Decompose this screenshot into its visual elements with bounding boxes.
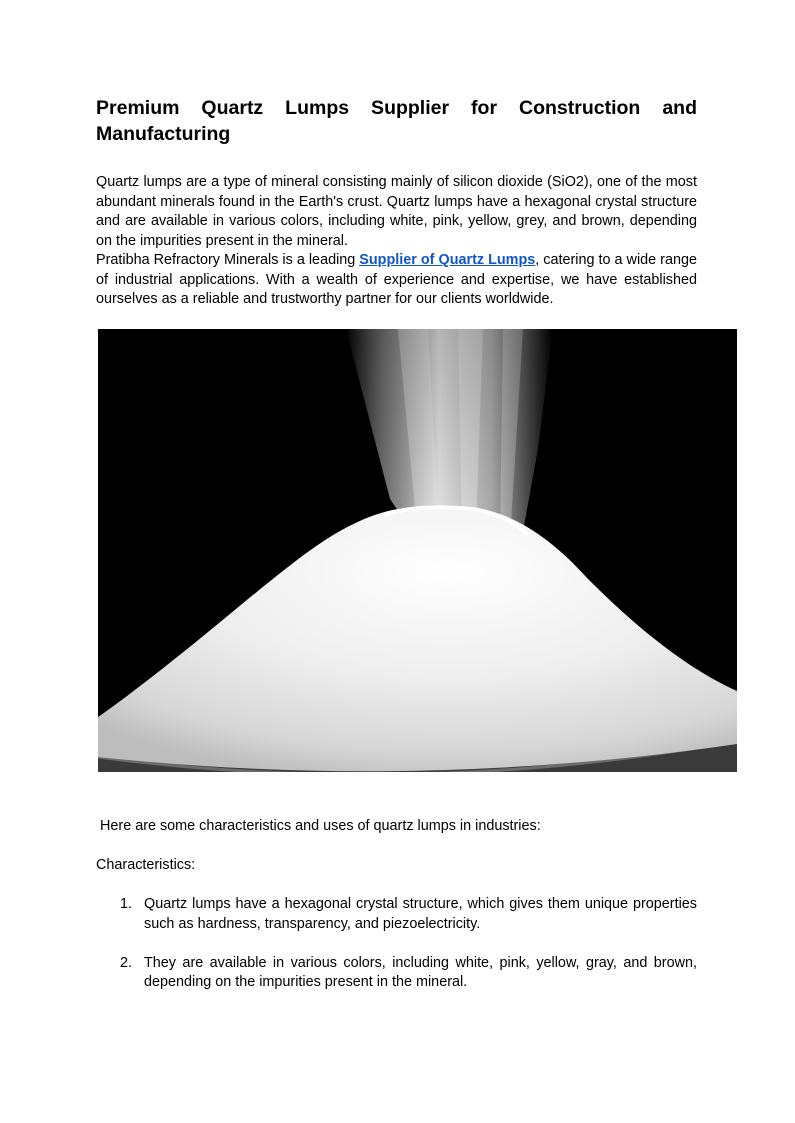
supplier-paragraph [96, 251, 697, 310]
list-item-number: 1. [120, 896, 133, 912]
list-item-number: 2. [120, 954, 133, 971]
list-item [96, 954, 697, 993]
supplier-link[interactable]: Supplier of Quartz Lumps [359, 252, 536, 268]
list-item [96, 895, 697, 934]
supplier-paragraph-start: Pratibha Refractory Minerals is a leading [96, 252, 360, 268]
document-body [96, 95, 697, 310]
list-item-text: Quartz lumps have a hexagonal crystal structure, which gives them unique properties such as hardness, transparency, and piezoelectricity. [144, 896, 697, 932]
characteristics-intro: Here are some characteristics and uses of quartz lumps in industries: [100, 818, 541, 834]
supplier-paragraph-end: , catering to a wide range of industrial applications. With a wealth of experience and expertise, we have established ourselves as a reliable and trustworthy partner for our clients worldwide. [96, 252, 697, 307]
list-item-text: They are available in various colors, including white, pink, yellow, gray, and brown, depending on the impurities present in the mineral. [144, 954, 697, 990]
quartz-powder-photo [98, 329, 737, 772]
characteristics-list [96, 895, 697, 1012]
characteristics-heading: Characteristics: [96, 857, 196, 873]
intro-paragraph: Quartz lumps are a type of mineral consisting mainly of silicon dioxide (SiO2), one of the most abundant minerals found in the Earth's crust. Quartz lumps have a hexagonal crystal structure and are available in various colors, including white, pink, yellow, grey, and brown, depending on the impurities present in the mineral. [96, 174, 697, 249]
page-title: Premium Quartz Lumps Supplier for Construction and Manufacturing [96, 97, 697, 145]
